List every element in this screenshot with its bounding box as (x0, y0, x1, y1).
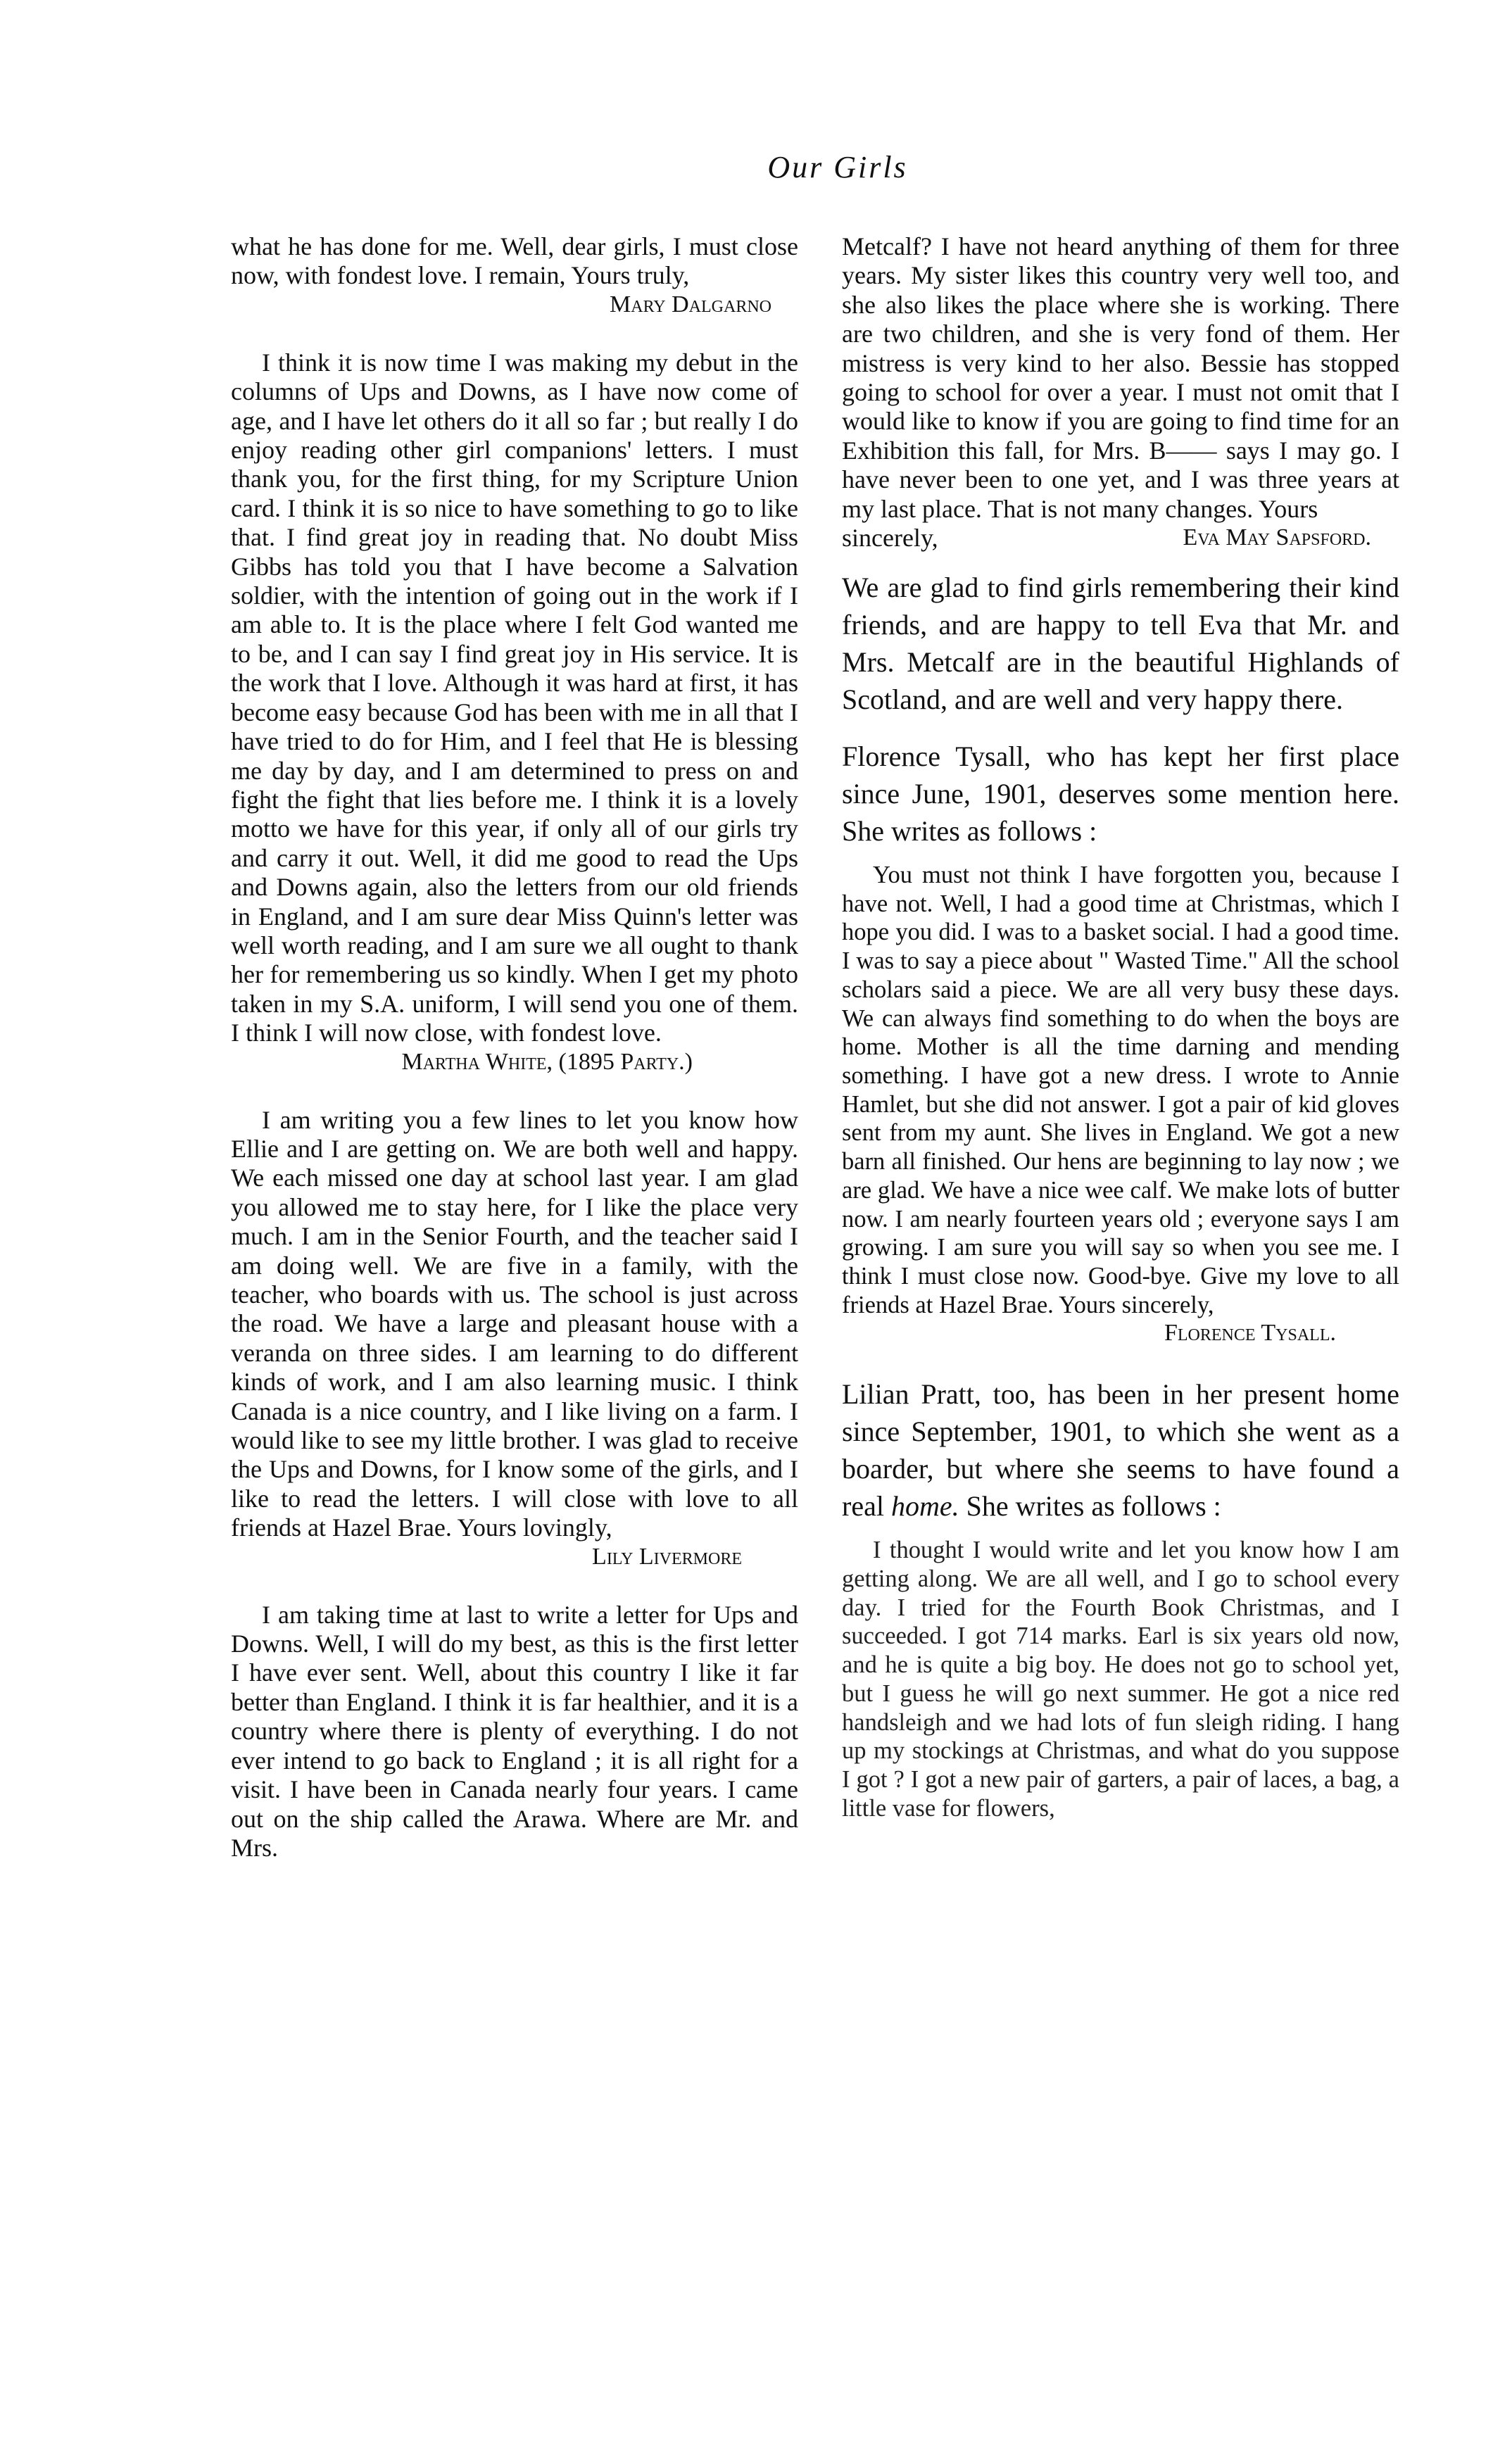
letter-signature: Lily Livermore (592, 1543, 742, 1570)
page-header-title: Our Girls (767, 150, 908, 184)
letter-text: I thought I would write and let you know how I am getting along. We are all well, and I go to school every day. I tried for the Fourth Book Christmas, and I succeeded. I got 714 marks. Earl is six years old now, and he is quite a big boy. He does not go to school yet, but I guess he will go next summer. He got a nice red handsleigh and we had lots of fun sleigh riding. I hang up my stockings at Christmas, and what do you suppose I got ? I got a new pair of garters, a pair of laces, a bag, a little vase for flowers, (842, 1537, 1399, 1822)
letter-signature: Mary Dalgarno (610, 291, 771, 317)
editorial-text: We are glad to find girls remembering their kind friends, and are happy to tell Eva that Mr. and Mrs. Metcalf are in the beautiful Highlands of Scotland, and are well and very happy there. (842, 572, 1399, 716)
letter-closing: sincerely, (842, 524, 938, 553)
letter-text: I am taking time at last to write a letter for Ups and Downs. Well, I will do my best, as this is the first letter I have ever sent. Well, about this country I like it far better than England. I think it is far healthier, and it is a country where there is plenty of everything. I do not ever intend to go back to England ; it is all right for a visit. I have been in Canada nearly four years. I came out on the ship called the Arawa. Where are Mr. and Mrs. (231, 1600, 798, 1862)
letter-florence-tysall (842, 861, 1399, 1347)
editorial-emphasis: home. (890, 1490, 959, 1523)
editorial-note-pratt (842, 1375, 1399, 1525)
editorial-text: Florence Tysall, who has kept her first place since June, 1901, deserves some mention here. She writes as follows : (842, 740, 1399, 847)
editorial-note-tysall (842, 738, 1399, 850)
letter-signature: Martha White, (1895 Party.) (401, 1048, 693, 1075)
letter-eva-sapsford-start (231, 1601, 798, 1863)
editorial-text-end: She writes as follows : (966, 1490, 1221, 1523)
letter-text: I think it is now time I was making my debut in the columns of Ups and Downs, as I have now come of age, and I have let others do it all so far ; but really I do enjoy reading other girl companions' letters. I must thank you, for the first thing, for my Scripture Union card. I think it is so nice to have something to go to like that. I find great joy in reading that. No doubt Miss Gibbs has told you that I have become a Salvation soldier, with the intention of going out in the work if I am able to. It is the place where I felt God wanted me to be, and I can say I find great joy in His service. It is the work that I love. Although it was hard at first, it has become easy because God has been with me in all that I have tried to do for Him, and I feel that He is blessing me day by day, and I am determined to press on and fight the fight that lies before me. I think it is a lovely motto we have for this year, if only all of our girls try and carry it out. Well, it did me good to read the Ups and Downs again, also the letters from our old friends in England, and I am sure dear Miss Quinn's letter was well worth reading, and I am sure we all ought to thank her for remembering us so kindly. When I get my photo taken in my S.A. uniform, I will send you one of them. I think I will now close, with fondest love. (231, 348, 798, 1047)
left-column (231, 232, 798, 1863)
letter-eva-sapsford-end (842, 232, 1399, 552)
letter-signature: Florence Tysall. (1164, 1320, 1336, 1347)
letter-signature-line (842, 524, 1399, 552)
letter-text: You must not think I have forgotten you, because I have not. Well, I had a good time at Christmas, which I hope you did. I was to a basket social. I had a good time. I was to say a piece about " Wasted Time." All the school scholars said a piece. We are all very busy these days. We can always find something to do when the boys are home. Mother is all the time darning and mending something. I have got a new dress. I wrote to Annie Hamlet, but she did not answer. I got a pair of kid gloves sent from my aunt. She lives in England. We got a new barn all finished. Our hens are beginning to lay now ; we are glad. We have a nice wee calf. We make lots of butter now. I am nearly fourteen years old ; everyone says I am growing. I am sure you will say so when you see me. I think I must close now. Good-bye. Give my love to all friends at Hazel Brae. Yours sincerely, (842, 862, 1399, 1318)
letter-text: Metcalf? I have not heard anything of them for three years. My sister likes this country very well too, and she also likes the place where she is working. There are two children, and she is very fond of them. Her mistress is very kind to her also. Bessie has stopped going to school for over a year. I must not omit that I would like to know if you are going to find time for an Exhibition this fall, for Mrs. B—— says I may go. I have never been to one yet, and I was three years at my last place. That is not many changes. Yours (842, 232, 1399, 523)
letter-dalgarno-ending (231, 232, 798, 319)
editorial-text: Lilian Pratt, too, has been in her present home since September, 1901, to which she went as a boarder, but where she seems to have found a real (842, 1378, 1399, 1523)
letter-lily-livermore (231, 1106, 798, 1571)
letter-text: what he has done for me. Well, dear girls, I must close now, with fondest love. I remain, Yours truly, (231, 232, 798, 290)
letter-text: I am writing you a few lines to let you know how Ellie and I are getting on. We are both well and happy. We each missed one day at school last year. I am glad you allowed me to stay here, for I like the place very much. I am in the Senior Fourth, and the teacher said I am doing well. We are five in a family, with the teacher, who boards with us. The school is just across the road. We have a large and pleasant house with a veranda on three sides. I am learning to do different kinds of work, and I am also learning music. I think Canada is a nice country, and I like living on a farm. I would like to see my little brother. I was glad to receive the Ups and Downs, for I know some of the girls, and I like to read the letters. I will close with love to all friends at Hazel Brae. Yours lovingly, (231, 1105, 798, 1542)
editorial-note-metcalf (842, 569, 1399, 718)
letter-lilian-pratt-start (842, 1536, 1399, 1822)
right-column (842, 232, 1399, 1822)
letter-martha-white (231, 348, 798, 1076)
letter-signature: Eva May Sapsford. (1183, 524, 1371, 551)
